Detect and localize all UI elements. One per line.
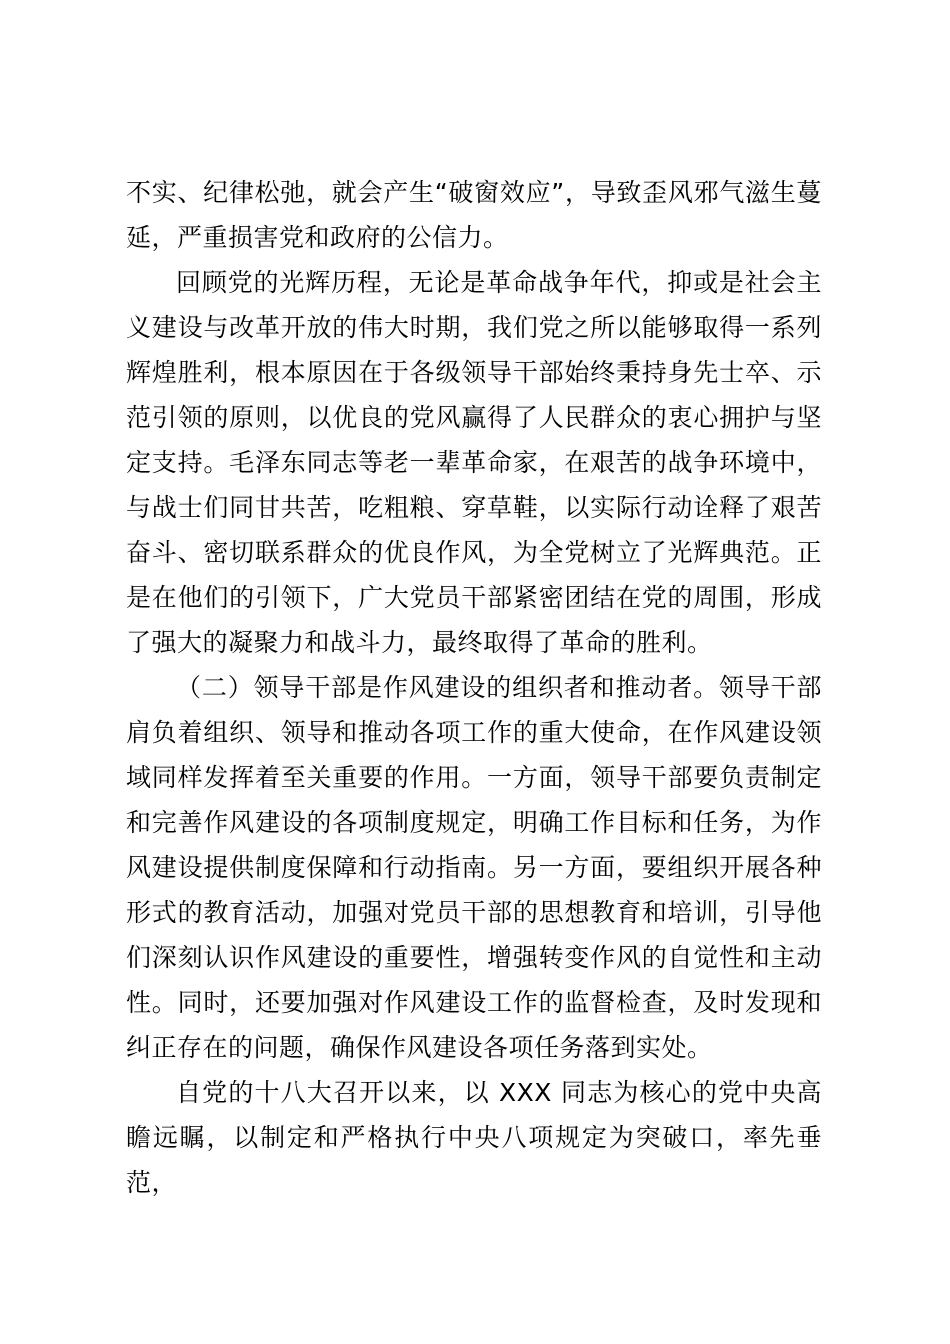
paragraph-section-two: （二）领导干部是作风建设的组织者和推动者。领导干部肩负着组织、领导和推动各项工作的重大使命，在作风建设领域同样发挥着至关重要的作用。一方面，领导干部要负责制定和完善作风建设的各项制度规定，明确工作目标和任务，为作风建设提供制度保障和行动指南。另一方面，要组织开展各种形式的教育活动，加强对党员干部的思想教育和培训，引导他们深刻认识作风建设的重要性，增强转变作风的自觉性和主动性。同时，还要加强对作风建设工作的监督检查，及时发现和纠正存在的问题，确保作风建设各项任务落到实处。 (126, 673, 822, 1062)
document-body (126, 170, 822, 1205)
paragraph-eighteenth-congress: 自党的十八大召开以来，以 XXX 同志为核心的党中央高瞻远瞩，以制定和严格执行中央八项规定为突破口，率先垂范， (126, 1078, 822, 1197)
paragraph-party-history: 回顾党的光辉历程，无论是革命战争年代，抑或是社会主义建设与改革开放的伟大时期，我们党之所以能够取得一系列辉煌胜利，根本原因在于各级领导干部始终秉持身先士卒、示范引领的原则，以优良的党风赢得了人民群众的衷心拥护与坚定支持。毛泽东同志等老一辈革命家，在艰苦的战争环境中，与战士们同甘共苦，吃粗粮、穿草鞋，以实际行动诠释了艰苦奋斗、密切联系群众的优良作风，为全党树立了光辉典范。正是在他们的引领下，广大党员干部紧密团结在党的周围，形成了强大的凝聚力和战斗力，最终取得了革命的胜利。 (126, 268, 822, 657)
paragraph-continued: 不实、纪律松弛，就会产生“破窗效应”，导致歪风邪气滋生蔓延，严重损害党和政府的公信力。 (126, 178, 822, 252)
